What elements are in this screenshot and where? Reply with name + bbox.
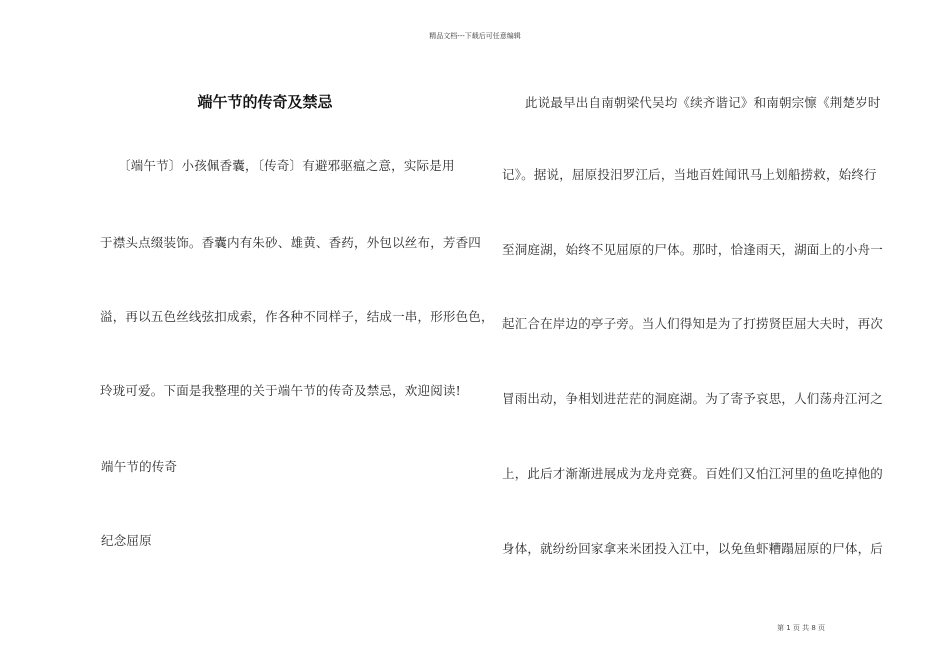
paragraph-line: 〔端午节〕小孩佩香囊，〔传奇〕有避邪驱瘟之意，实际是用 <box>118 158 455 173</box>
paragraph-line: 身体，就纷纷回家拿来米团投入江中，以免鱼虾糟蹋屈原的尸体，后 <box>502 541 884 556</box>
page-number: 第 1 页 共 8 页 <box>777 624 826 632</box>
paragraph-line: 溢，再以五色丝线弦扣成索，作各种不同样子，结成一串，形形色色， <box>100 309 494 324</box>
subsection-heading: 纪念屈原 <box>101 533 152 548</box>
paragraph-line: 于襟头点缀装饰。香囊内有朱砂、雄黄、香药，外包以丝布，芳香四 <box>100 235 482 250</box>
section-heading: 端午节的传奇 <box>101 459 178 474</box>
header-note: 精品文档---下载后可任意编辑 <box>429 32 521 40</box>
paragraph-line: 至洞庭湖，始终不见屈原的尸体。那时，恰逢雨天，湖面上的小舟一 <box>502 242 884 257</box>
paragraph-line: 冒雨出动，争相划进茫茫的洞庭湖。为了寄予哀思，人们荡舟江河之 <box>502 391 884 406</box>
paragraph-line: 此说最早出自南朝梁代吴均《续齐谐记》和南朝宗懔《荆楚岁时 <box>525 95 881 110</box>
paragraph-line: 玲珑可爱。下面是我整理的关于端午节的传奇及禁忌，欢迎阅读! <box>100 383 461 398</box>
paragraph-line: 上，此后才渐渐进展成为龙舟竞赛。百姓们又怕江河里的鱼吃掉他的 <box>502 466 884 481</box>
page-title: 端午节的传奇及禁忌 <box>197 93 333 111</box>
paragraph-line: 起汇合在岸边的亭子旁。当人们得知是为了打捞贤臣屈大夫时，再次 <box>502 316 884 331</box>
paragraph-line: 记》。据说，屈原投汨罗江后，当地百姓闻讯马上划船捞救，始终行 <box>502 167 877 182</box>
